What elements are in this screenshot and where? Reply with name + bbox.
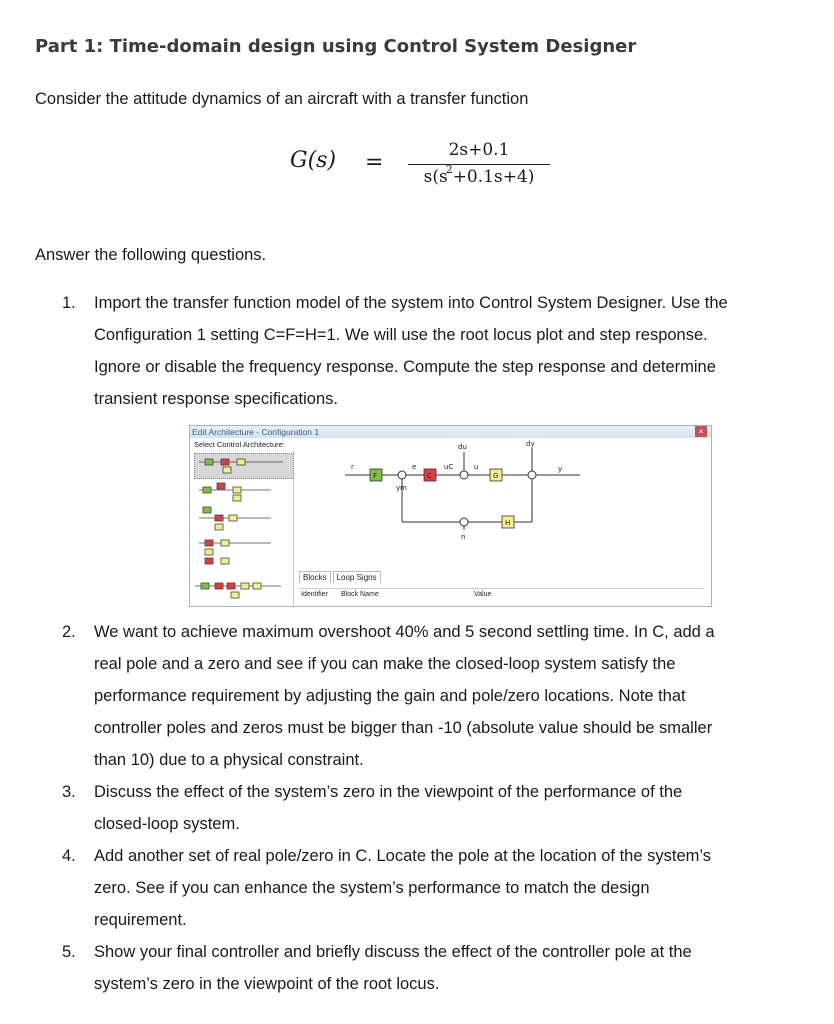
question-number: 1.: [62, 294, 76, 312]
sum-junction-3: [528, 471, 536, 479]
question-number: 3.: [62, 783, 76, 801]
tab-blocks[interactable]: Blocks: [299, 571, 331, 583]
block-f-label: F: [373, 472, 378, 480]
question-line: requirement.: [94, 911, 187, 929]
question-line: We want to achieve maximum overshoot 40% and 5 second settling time. In C, add a: [94, 623, 715, 641]
fraction-bar: [408, 164, 550, 165]
dialog-titlebar: [190, 426, 711, 438]
signal-du: du: [458, 443, 467, 451]
question-line: Configuration 1 setting C=F=H=1. We will use the root locus plot and step response.: [94, 326, 708, 344]
sum-junction-1: [398, 471, 406, 479]
signal-r: r: [351, 463, 354, 471]
question-number: 4.: [62, 847, 76, 865]
equation-denominator: [408, 163, 550, 187]
dialog-tabs: [299, 571, 383, 583]
signal-dy: dy: [526, 440, 535, 448]
question-line: than 10) due to a physical constraint.: [94, 751, 364, 769]
blocks-table-header: [299, 588, 703, 598]
signal-e: e: [412, 463, 417, 471]
question-line: Discuss the effect of the system’s zero in the viewpoint of the performance of the: [94, 783, 683, 801]
block-h-label: H: [505, 519, 511, 527]
equation-numerator: 2s+0.1: [448, 140, 510, 160]
arch-thumb-3: [199, 507, 271, 530]
question-line: system’s zero in the viewpoint of the root locus.: [94, 975, 440, 993]
signal-uc: uC: [444, 463, 454, 471]
close-icon[interactable]: ×: [695, 426, 707, 437]
page-heading: Part 1: Time-domain design using Control System Designer: [35, 36, 637, 57]
sum-junction-2: [460, 471, 468, 479]
signal-y: y: [558, 465, 563, 473]
block-diagram: [340, 440, 640, 560]
architecture-thumbnails-icon: [191, 450, 291, 606]
question-line: controller poles and zeros must be bigger than -10 (absolute value should be smaller: [94, 719, 713, 737]
question-number: 2.: [62, 623, 76, 641]
signal-u: u: [474, 463, 479, 471]
equation-fraction: [408, 140, 550, 187]
question-line: transient response specifications.: [94, 390, 338, 408]
dialog-title: Edit Architecture - Configuration 1: [192, 427, 320, 437]
sum-junction-4: [460, 518, 468, 526]
signal-ym: ym: [396, 484, 407, 492]
block-g-label: G: [493, 472, 499, 480]
question-line: real pole and a zero and see if you can make the closed-loop system satisfy the: [94, 655, 676, 673]
arch-thumb-1: [199, 459, 283, 473]
arch-thumb-5: [195, 583, 281, 598]
answer-prompt: Answer the following questions.: [35, 246, 267, 264]
equation-lhs: G(s): [290, 148, 337, 173]
den-part-2: +0.1s+4): [452, 167, 535, 187]
block-c-label: C: [427, 472, 432, 480]
select-architecture-label: Select Control Architecture:: [194, 440, 285, 449]
equation-equals: =: [365, 150, 384, 175]
question-line: Add another set of real pole/zero in C. Locate the pole at the location of the system’s: [94, 847, 711, 865]
question-line: performance requirement by adjusting the gain and pole/zero locations. Note that: [94, 687, 686, 705]
question-line: Show your final controller and briefly discuss the effect of the controller pole at the: [94, 943, 692, 961]
tab-loop-signs[interactable]: Loop Signs: [333, 571, 381, 583]
question-line: zero. See if you can enhance the system’s performance to match the design: [94, 879, 650, 897]
question-number: 5.: [62, 943, 76, 961]
arch-thumb-2: [199, 483, 271, 501]
question-line: closed-loop system.: [94, 815, 240, 833]
col-value: Value: [474, 591, 492, 598]
arch-thumb-4: [199, 540, 271, 564]
edit-architecture-dialog: [189, 425, 712, 607]
col-block-name: Block Name: [341, 591, 379, 598]
question-line: Import the transfer function model of the system into Control System Designer. Use the: [94, 294, 728, 312]
col-identifier: Identifier: [301, 591, 328, 598]
intro-text: Consider the attitude dynamics of an aircraft with a transfer function: [35, 90, 529, 108]
den-part-1: s(s: [423, 167, 448, 187]
signal-n: n: [461, 533, 466, 541]
den-exponent: 2: [445, 163, 453, 176]
question-line: Ignore or disable the frequency response. Compute the step response and determine: [94, 358, 716, 376]
architecture-list: [191, 450, 294, 606]
